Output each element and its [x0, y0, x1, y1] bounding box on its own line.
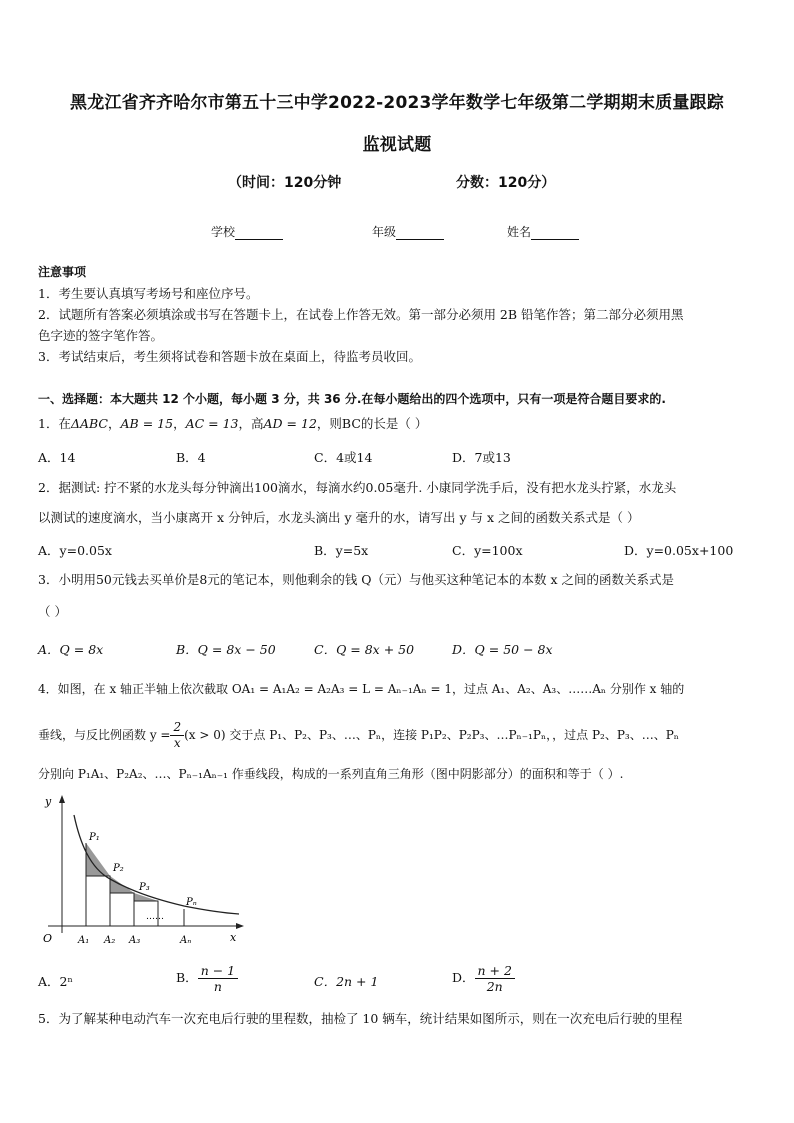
note-item: 3．考试结束后，考生须将试卷和答题卡放在桌面上，待监考员收回。 — [38, 349, 421, 364]
note-item: 色字迹的签字笔作答。 — [38, 328, 164, 343]
shaded-triangle — [134, 893, 158, 901]
question-3-line2: （ ） — [38, 604, 67, 619]
q4-figure — [34, 793, 254, 953]
section-heading: 一、选择题：本大题共 12 个小题，每小题 3 分，共 36 分.在每小题给出的四个选项中，只有一项是符合题目要求的. — [38, 392, 666, 406]
x-axis-arrow — [236, 923, 244, 929]
q4-option-c[interactable]: C．2n + 1 — [314, 974, 379, 989]
q1-option-c[interactable]: C．4或14 — [314, 450, 373, 465]
exam-title-line1: 黑龙江省齐齐哈尔市第五十三中学2022-2023学年数学七年级第二学期期末质量跟踪 — [70, 93, 724, 113]
q4-option-a[interactable]: A．2ⁿ — [38, 974, 73, 989]
q2-option-c[interactable]: C．y=100x — [452, 543, 523, 558]
time-text: （时间：120分钟 — [228, 175, 342, 191]
grade-label: 年级 — [372, 225, 397, 239]
q2-option-a[interactable]: A．y=0.05x — [38, 543, 112, 558]
q4-option-b[interactable]: B． $\frac{n - 1}{n}$ — [176, 963, 238, 994]
label-an: Aₙ — [180, 935, 192, 946]
school-field[interactable] — [211, 223, 283, 240]
note-item: 1．考生要认真填写考场号和座位序号。 — [38, 286, 259, 301]
notes-heading: 注意事项 — [38, 265, 87, 279]
question-4-line3: 分别向 P₁A₁、P₂A₂、…、Pₙ₋₁Aₙ₋₁ 作垂线段，构成的一系列直角三角形（图中阴影部分）的面积和等于（ ）. — [38, 767, 624, 781]
grade-field[interactable] — [372, 223, 444, 240]
question-4-line1: 4．如图，在 x 轴正半轴上依次截取 OA₁ = A₁A₂ = A₂A₃ = L = Aₙ₋₁Aₙ = 1，过点 A₁、A₂、A₃、……Aₙ 分别作 x 轴的 — [38, 682, 685, 696]
fraction-2-over-x: $\frac{2}{x}$ — [170, 720, 184, 751]
x-axis-label: x — [230, 931, 237, 944]
q3-option-a[interactable]: A．Q = 8x — [38, 642, 104, 657]
y-axis-arrow — [59, 795, 65, 803]
grade-blank — [396, 227, 444, 240]
label-a1: A₁ — [78, 935, 90, 946]
question-2-line1: 2．据测试: 拧不紧的水龙头每分钟滴出100滴水，每滴水约0.05毫升. 小康同学洗手后，没有把水龙头拧紧，水龙头 — [38, 480, 677, 495]
q3-option-b[interactable]: B．Q = 8x − 50 — [176, 642, 276, 657]
q2-option-d[interactable]: D．y=0.05x+100 — [624, 543, 734, 558]
label-p2: P₂ — [113, 863, 124, 874]
y-axis-label: y — [45, 795, 52, 808]
name-field[interactable] — [507, 223, 579, 240]
question-4-line2: 垂线，与反比例函数 y = $\frac{2}{x}$ (x > 0) 交于点 P₁、P₂、P₃、…、Pₙ，连接 P₁P₂、P₂P₃、…Pₙ₋₁Pₙ，，过点 P₂、P₃、…、Pₙ — [38, 720, 679, 750]
q1-option-a[interactable]: A．14 — [38, 450, 76, 465]
question-2-line2: 以测试的速度滴水，当小康离开 x 分钟后，水龙头滴出 y 毫升的水，请写出 y 与 x 之间的函数关系式是（ ） — [38, 510, 640, 525]
rect-a2 — [110, 893, 134, 926]
dots-label: …… — [146, 912, 164, 922]
q3-option-c[interactable]: C．Q = 8x + 50 — [314, 642, 415, 657]
q3-option-d[interactable]: D．Q = 50 − 8x — [452, 642, 553, 657]
school-blank — [235, 227, 283, 240]
question-1-stem: 1．在ΔABC，AB = 15，AC = 13，高AD = 12，则BC的长是（ ） — [38, 416, 428, 431]
exam-title-line2: 监视试题 — [362, 135, 432, 155]
q1-option-d[interactable]: D．7或13 — [452, 450, 511, 465]
name-label: 姓名 — [507, 225, 532, 239]
shaded-triangle — [110, 876, 134, 893]
score-text: 分数：120分） — [456, 175, 556, 191]
q1-option-b[interactable]: B．4 — [176, 450, 206, 465]
note-item: 2．试题所有答案必须填涂或书写在答题卡上，在试卷上作答无效。第一部分必须用 2B 铅笔作答；第二部分必须用黑 — [38, 307, 684, 322]
label-a2: A₂ — [104, 935, 116, 946]
label-a3: A₃ — [129, 935, 141, 946]
label-p3: P₃ — [139, 882, 150, 893]
question-3-line1: 3．小明用50元钱去买单价是8元的笔记本，则他剩余的钱 Q（元）与他买这种笔记本的本数 x 之间的函数关系式是 — [38, 572, 675, 587]
name-blank — [531, 227, 579, 240]
origin-label: O — [43, 932, 53, 945]
q4-option-d[interactable]: D． $\frac{n + 2}{2n}$ — [452, 963, 515, 994]
question-5-line1: 5．为了解某种电动汽车一次充电后行驶的里程数，抽检了 10 辆车，统计结果如图所示，则在一次充电后行驶的里程 — [38, 1011, 683, 1026]
shaded-triangle — [86, 843, 110, 876]
rect-a1 — [86, 876, 110, 926]
q2-option-b[interactable]: B．y=5x — [314, 543, 369, 558]
label-pn: Pₙ — [186, 897, 197, 908]
label-p1: P₁ — [89, 832, 100, 843]
school-label: 学校 — [211, 225, 236, 239]
